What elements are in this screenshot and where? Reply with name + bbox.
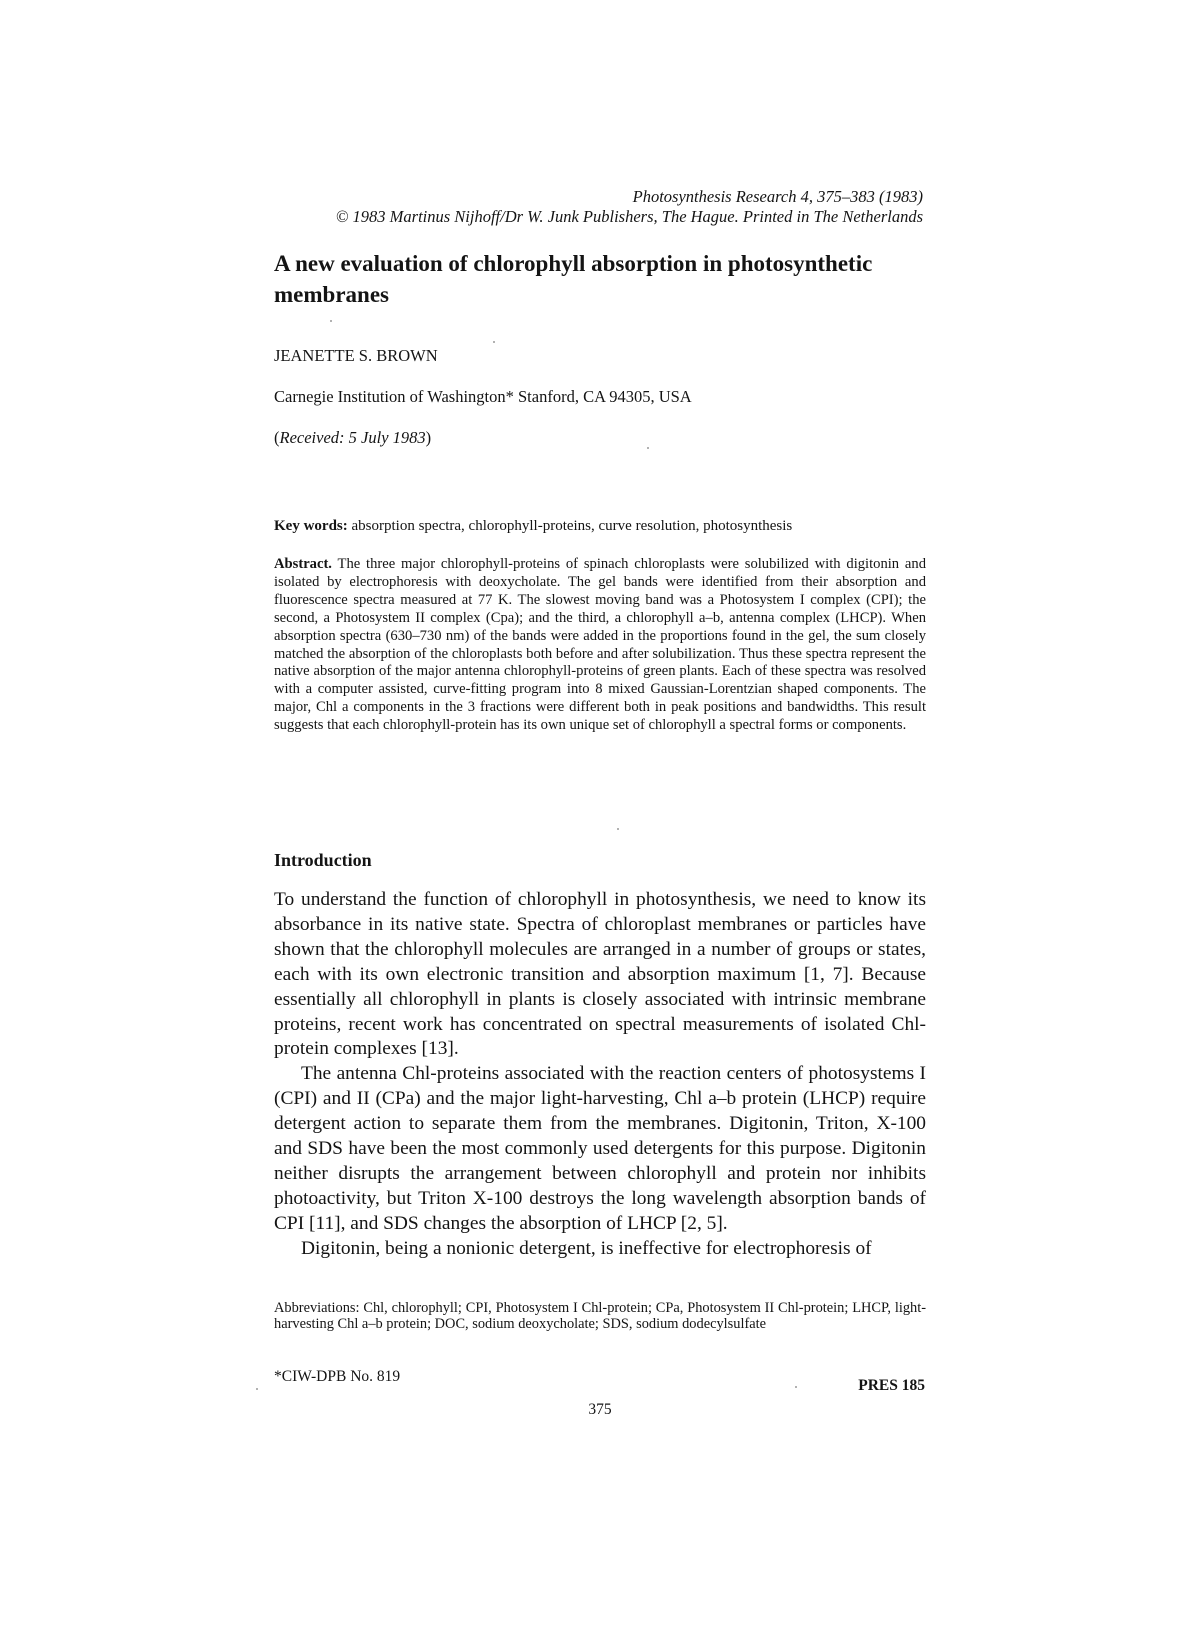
journal-header (260, 187, 923, 227)
scan-speck (330, 320, 332, 322)
pres-code: PRES 185 (858, 1377, 925, 1394)
introduction-body (274, 888, 926, 1262)
scan-speck (256, 1388, 258, 1390)
keywords (274, 518, 792, 535)
received-label: Received: (279, 428, 345, 447)
author-name: JEANETTE S. BROWN (274, 346, 438, 365)
abstract-text: The three major chlorophyll-proteins of spinach chloroplasts were solubilized with digitonin and isolated by electrophoresis with deoxycholate. The gel bands were identified from their absorption and fluorescence spectra measured at 77 K. The slowest moving band was a Photosystem I complex (CPI); the second, a Photosystem II complex (Cpa); and the third, a chlorophyll a–b, antenna complex (LHCP). When absorption spectra (630–730 nm) of the bands were added in the proportions found in the gel, the sum closely matched the absorption of the chloroplasts both before and after solubilization. Thus these spectra represent the native absorption of the major antenna chlorophyll-proteins of green plants. Each of these spectra was resolved with a computer assisted, curve-fitting program into 8 mixed Gaussian-Lorentzian shaped components. The major, Chl a components in the 3 fractions were different both in peak positions and bandwidths. This result suggests that each chlorophyll-protein has its own unique set of chlorophyll a spectral forms or components. (274, 556, 926, 734)
scan-speck (617, 828, 619, 830)
ciw-footnote: *CIW-DPB No. 819 (274, 1368, 401, 1385)
received-date: 5 July 1983 (348, 428, 426, 447)
page-number: 375 (588, 1401, 612, 1418)
intro-paragraph-3: Digitonin, being a nonionic detergent, is ineffective for electrophoresis of (301, 1237, 872, 1259)
journal-citation: Photosynthesis Research 4, 375–383 (1983) (632, 187, 923, 206)
scan-speck (795, 1386, 797, 1388)
intro-paragraph-1: To understand the function of chlorophyll in photosynthesis, we need to know its absorbance in its native state. Spectra of chloroplast membranes or particles have shown that the chlorophyll molecules are arranged in a number of groups or states, each with its own electronic transition and absorption maximum [1, 7]. Because essentially all chlorophyll in plants is closely associated with intrinsic membrane proteins, recent work has concentrated on spectral measurements of isolated Chl-protein complexes [13]. (274, 889, 926, 1060)
introduction-heading: Introduction (274, 850, 372, 870)
scan-speck (493, 341, 495, 343)
abbreviations-footnote: Abbreviations: Chl, chlorophyll; CPI, Photosystem I Chl-protein; CPa, Photosystem II Chl-protein; LHCP, light-harvesting Chl a–b protein; DOC, sodium deoxycholate; SDS, sodium dodecylsulfate (274, 1300, 926, 1333)
author-affiliation: Carnegie Institution of Washington* Stanford, CA 94305, USA (274, 387, 692, 406)
keywords-label: Key words: (274, 518, 348, 534)
received-date-line: (Received: 5 July 1983) (274, 428, 432, 447)
abstract (274, 556, 926, 735)
intro-paragraph-2: The antenna Chl-proteins associated with the reaction centers of photosystems I (CPI) and II (CPa) and the major light-harvesting, Chl a–b protein (LHCP) require detergent action to separate them from the membranes. Digitonin, Triton, X-100 and SDS have been the most commonly used detergents for this purpose. Digitonin neither disrupts the arrangement between chlorophyll and protein nor inhibits photoactivity, but Triton X-100 destroys the long wavelength absorption bands of CPI [11], and SDS changes the absorption of LHCP [2, 5]. (274, 1063, 926, 1234)
keywords-text: absorption spectra, chlorophyll-proteins, curve resolution, photosynthesis (351, 518, 793, 534)
abstract-label: Abstract. (274, 556, 332, 572)
scan-speck (647, 447, 649, 449)
article-title: A new evaluation of chlorophyll absorption in photosynthetic membranes (274, 251, 873, 307)
publisher-line: © 1983 Martinus Nijhoff/Dr W. Junk Publishers, The Hague. Printed in The Netherlands (335, 207, 923, 226)
